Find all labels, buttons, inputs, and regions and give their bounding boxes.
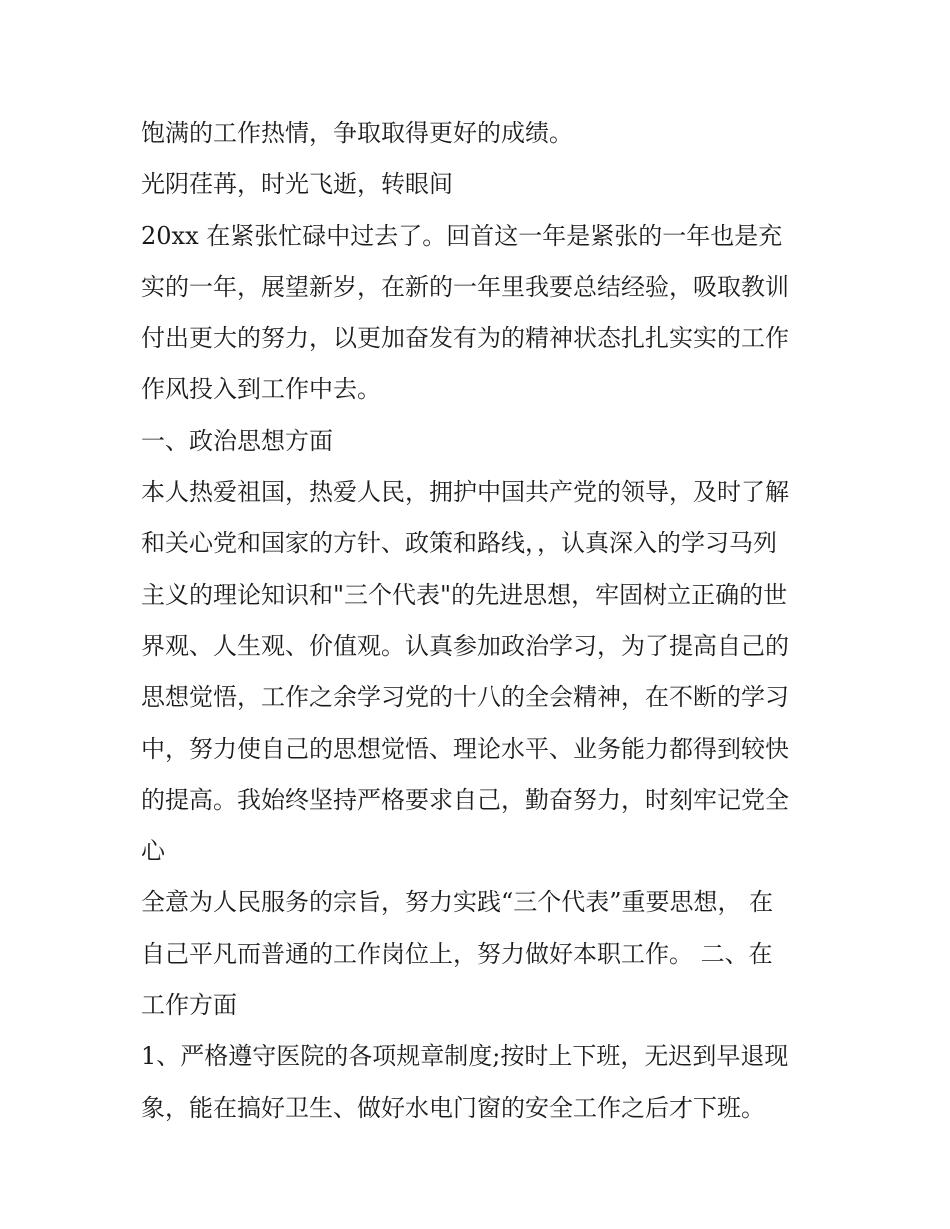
text-line-2: 光阴荏苒，时光飞逝，转眼间 xyxy=(141,170,453,199)
text-line-3: 20xx 在紧张忙碌中过去了。回首这一年是紧张的一年也是充 xyxy=(141,221,783,250)
text-line-1: 饱满的工作热情，争取取得更好的成绩。 xyxy=(141,119,573,147)
text-line-4: 实的一年，展望新岁，在新的一年里我要总结经验，吸取教训 xyxy=(141,272,789,301)
document-body xyxy=(141,108,821,1134)
text-line-11: 界观、人生观、价值观。认真参加政治学习，为了提高自己的 xyxy=(141,631,789,660)
text-line-16: 全意为人民服务的宗旨，努力实践“三个代表”重要思想， 在 xyxy=(141,888,774,917)
text-line-15: 心 xyxy=(141,837,165,866)
text-line-10: 主义的理论知识和"三个代表"的先进思想，牢固树立正确的世 xyxy=(141,580,788,609)
section-heading-work: 工作方面 xyxy=(141,991,237,1020)
text-line-12: 思想觉悟，工作之余学习党的十八的全会精神，在不断的学习 xyxy=(141,683,789,712)
section-heading-political: 一、政治思想方面 xyxy=(141,426,333,455)
text-line-17: 自己平凡而普通的工作岗位上，努力做好本职工作。 二、在 xyxy=(141,939,773,968)
text-line-19: 1、严格遵守医院的各项规章制度;按时上下班，无迟到早退现 xyxy=(141,1042,789,1071)
text-line-14: 的提高。我始终坚持严格要求自己，勤奋努力，时刻牢记党全 xyxy=(141,785,789,814)
text-line-9: 和关心党和国家的方针、政策和路线，，认真深入的学习马列 xyxy=(141,529,777,558)
text-line-5: 付出更大的努力，以更加奋发有为的精神状态扎扎实实的工作 xyxy=(141,324,789,353)
text-line-13: 中，努力使自己的思想觉悟、理论水平、业务能力都得到较快 xyxy=(141,734,789,763)
text-line-20: 象，能在搞好卫生、做好水电门窗的安全工作之后才下班。 xyxy=(141,1093,765,1122)
text-line-6: 作风投入到工作中去。 xyxy=(141,375,381,404)
text-line-8: 本人热爱祖国，热爱人民，拥护中国共产党的领导，及时了解 xyxy=(141,478,789,507)
